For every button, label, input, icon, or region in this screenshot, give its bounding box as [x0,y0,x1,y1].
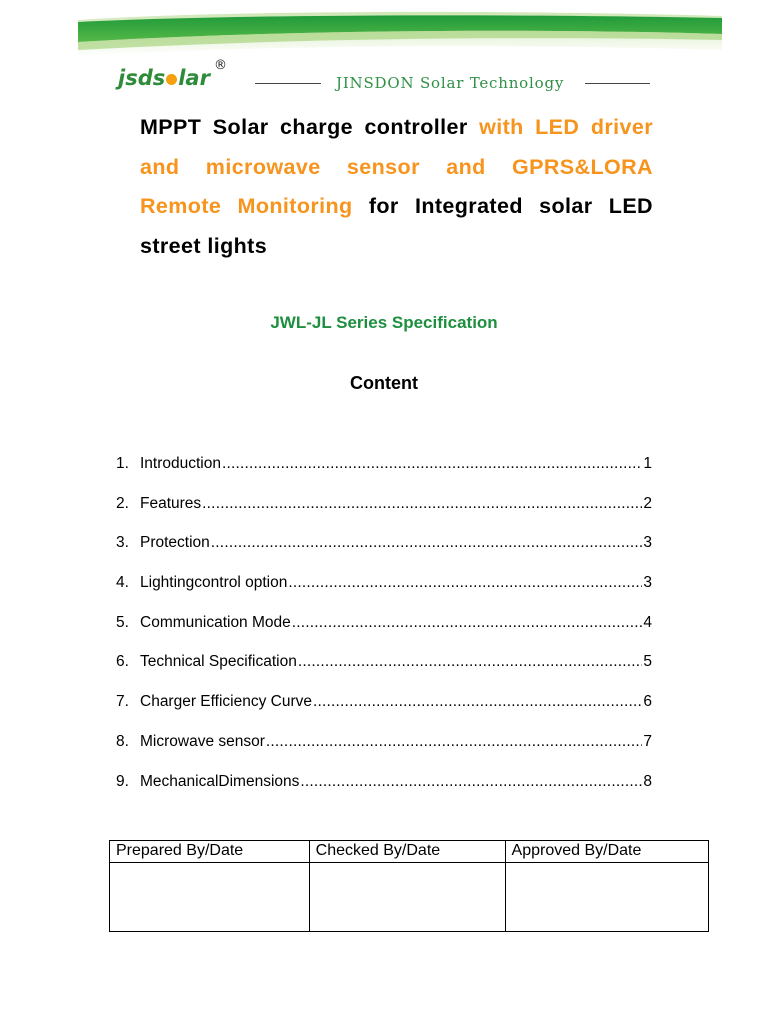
toc-item[interactable]: 7. Charger Efficiency Curve ..... 6 [116,693,652,733]
title-highlight: with LED driver and microwave sensor and GPRS&LORA Remote Monitoring [140,115,653,218]
dot-leader [298,653,643,671]
dot-leader [288,574,642,592]
jsdsolar-logo: jsds lar ® [118,58,227,90]
brand-name: JINSDON Solar Technology [336,74,565,92]
approved-by-header: Approved By/Date [505,841,708,863]
registered-mark: ® [214,58,227,73]
toc-item[interactable]: 1. Introduction ..... 1 [116,455,652,495]
title-part1: MPPT Solar charge controller [140,115,480,139]
prepared-by-header: Prepared By/Date [110,841,310,863]
checked-by-cell[interactable] [309,863,505,932]
dot-leader [313,693,642,711]
checked-by-header: Checked By/Date [309,841,505,863]
dot-leader [300,773,642,791]
document-title [140,108,653,266]
title-part3: for Integrated solar LED street lights [140,194,653,258]
toc-item[interactable]: 3. Protection ..... 3 [116,534,652,574]
brand-rule-left [255,83,321,84]
table-of-contents [116,455,652,812]
content-heading: Content [350,373,418,393]
approved-by-cell[interactable] [505,863,708,932]
dot-leader [222,455,642,473]
toc-item[interactable]: 2. Features ..... 2 [116,495,652,535]
brand-rule-right [585,83,650,84]
dot-leader [202,495,642,513]
dot-leader [292,614,643,632]
header-banner [78,10,722,110]
toc-item[interactable]: 4. Lightingcontrol option ..... 3 [116,574,652,614]
toc-item[interactable]: 9. MechanicalDimensions ..... 8 [116,773,652,813]
dot-leader [266,733,642,751]
sun-dot-icon [166,74,177,85]
dot-leader [211,534,643,552]
signoff-table [109,840,709,932]
toc-item[interactable]: 6. Technical Specification ..... 5 [116,653,652,693]
prepared-by-cell[interactable] [110,863,310,932]
toc-item[interactable]: 5. Communication Mode ..... 4 [116,614,652,654]
toc-item[interactable]: 8. Microwave sensor ..... 7 [116,733,652,773]
series-heading: JWL-JL Series Specification [270,313,498,332]
